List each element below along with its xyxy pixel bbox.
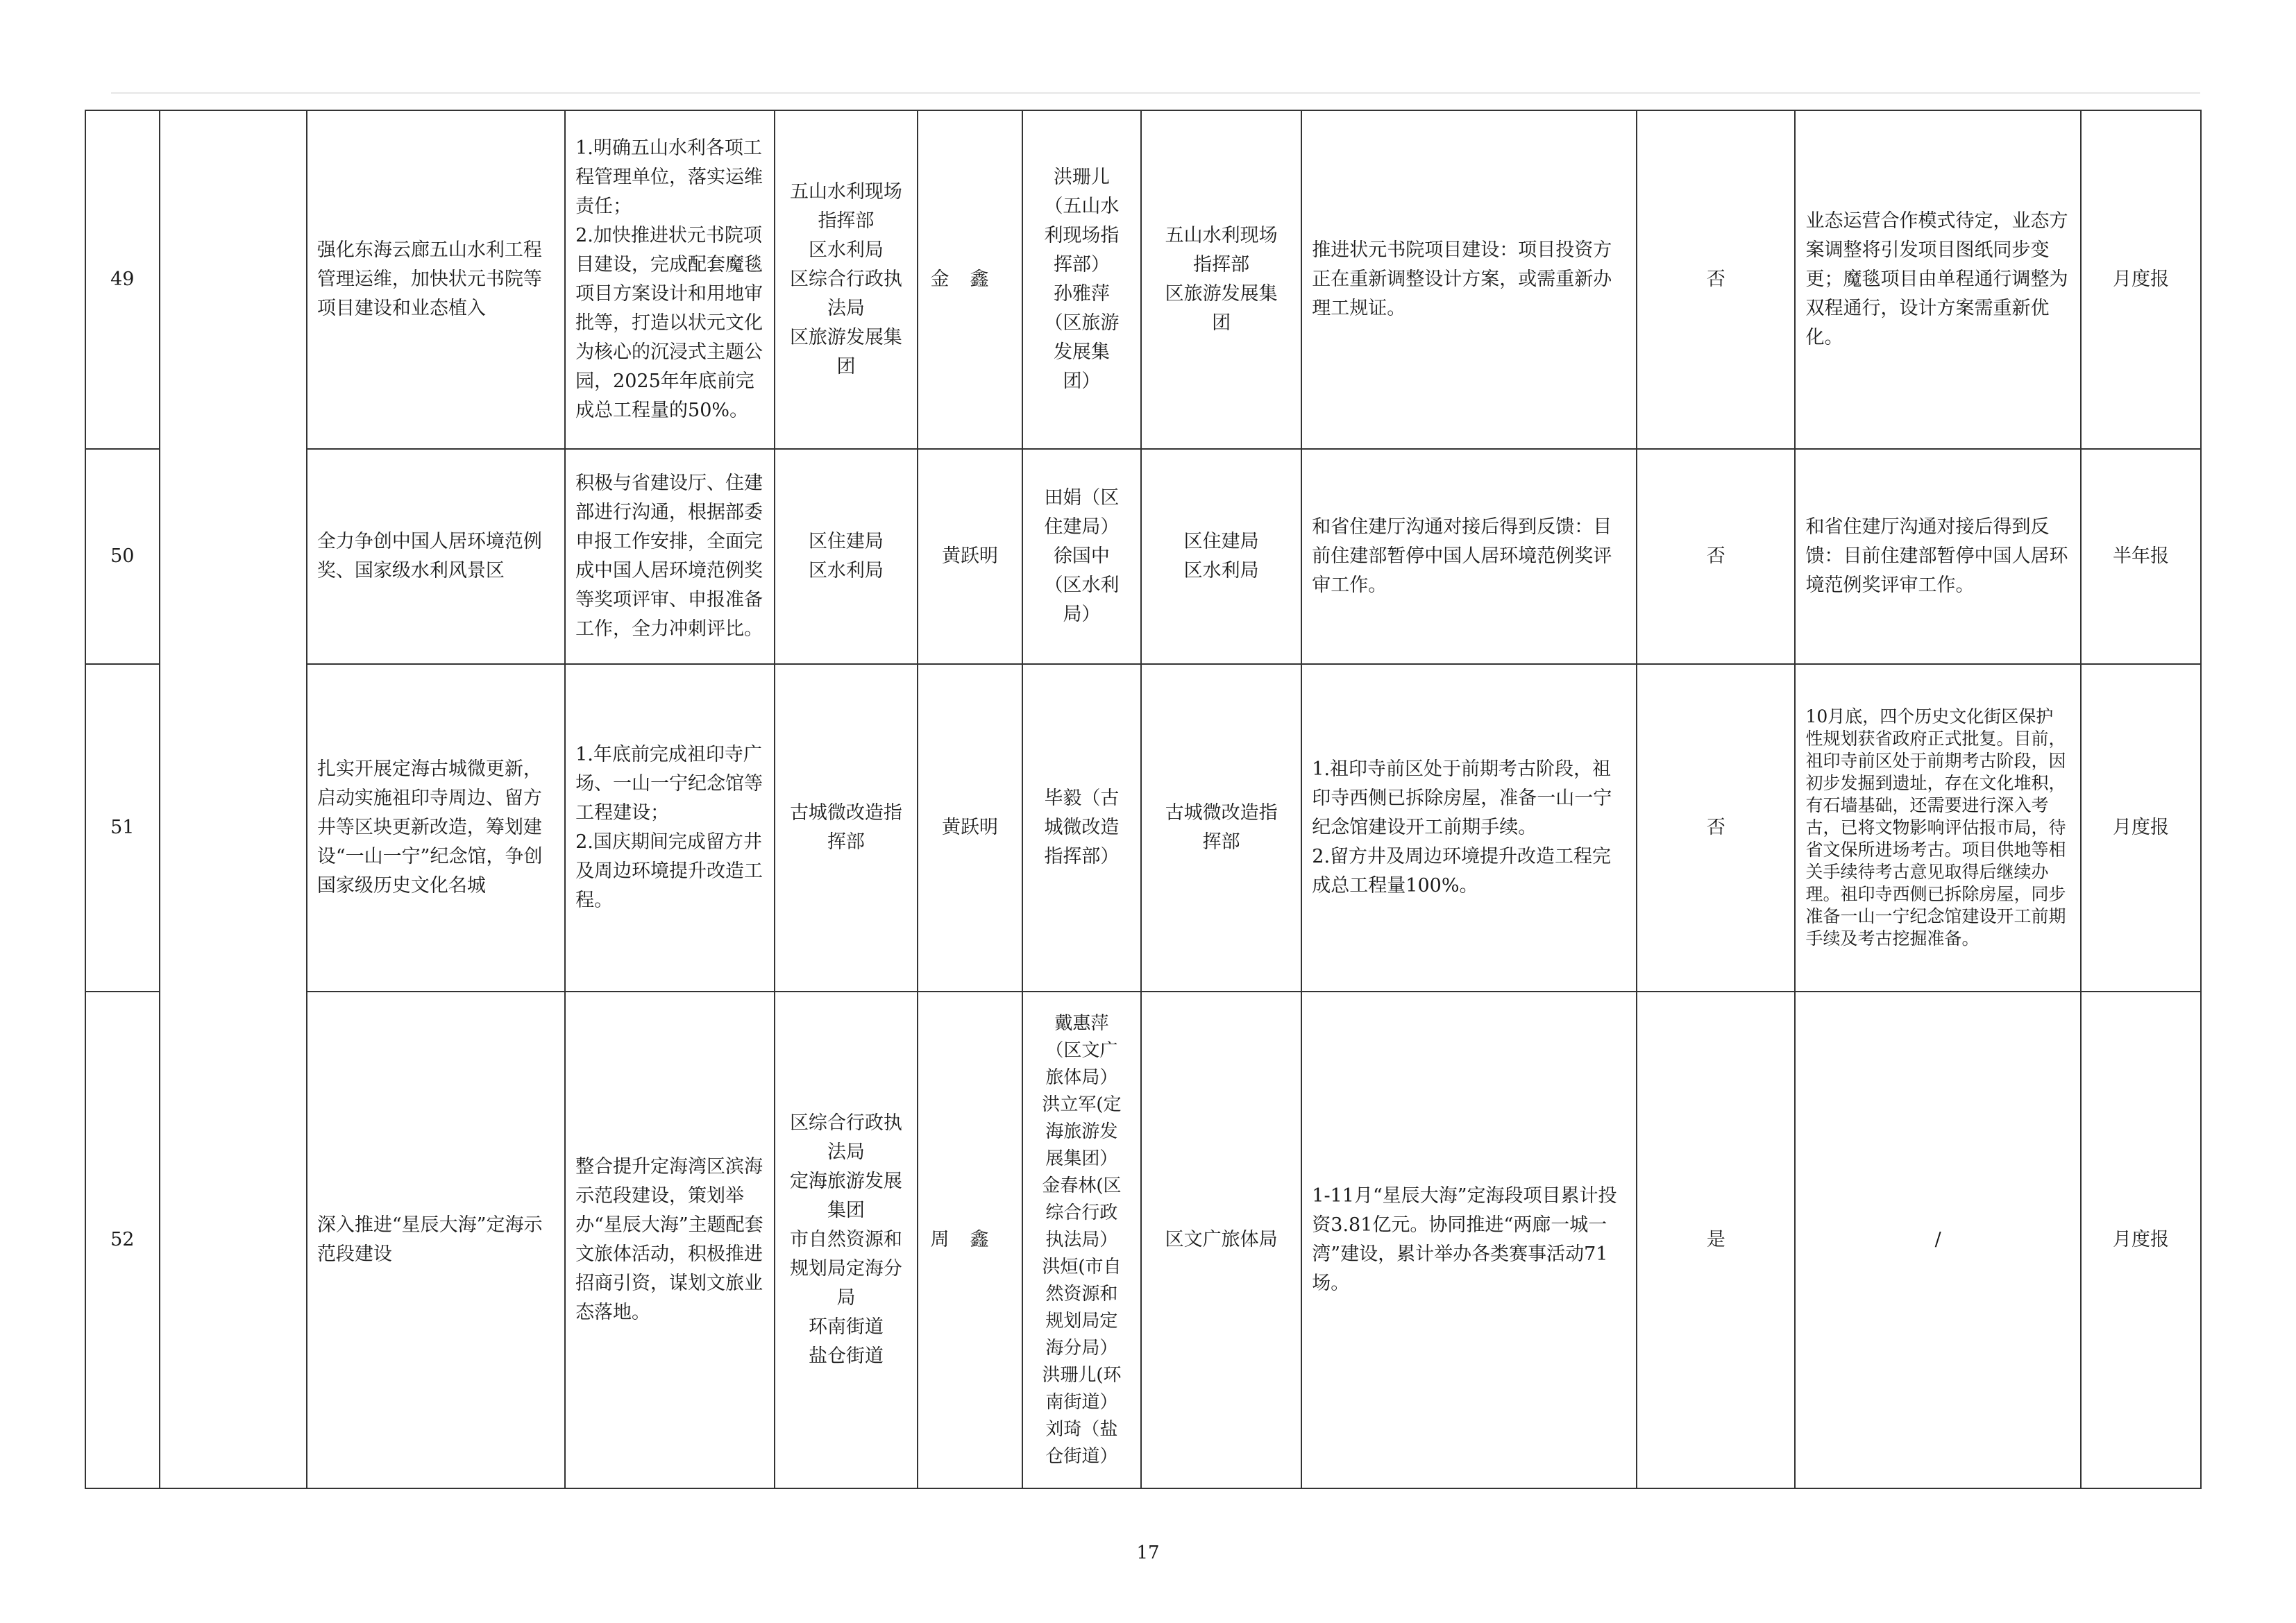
lead-unit-cell: 区住建局 区水利局 — [775, 449, 918, 664]
responsible-cell: 田娟（区 住建局） 徐国中 （区水利 局） — [1022, 449, 1141, 664]
responsible-cell: 毕毅（古 城微改造 指挥部） — [1022, 664, 1141, 992]
row-number: 49 — [85, 110, 160, 449]
responsible-cell: 洪珊儿 （五山水 利现场指 挥部） 孙雅萍 （区旅游 发展集 团） — [1022, 110, 1141, 449]
table-row — [85, 110, 2201, 449]
table-row — [85, 992, 2201, 1488]
reporting-unit-cell: 区文广旅体局 — [1141, 992, 1301, 1488]
frequency-cell: 月度报 — [2081, 664, 2201, 992]
frequency-cell: 半年报 — [2081, 449, 2201, 664]
row-number: 51 — [85, 664, 160, 992]
on-schedule-cell: 否 — [1637, 664, 1795, 992]
leader-cell: 金鑫 — [918, 110, 1022, 449]
leader-cell: 黄跃明 — [918, 449, 1022, 664]
task-table — [85, 110, 2202, 1489]
issues-cell: 和省住建厅沟通对接后得到反馈：目前住建部暂停中国人居环境范例奖评审工作。 — [1795, 449, 2080, 664]
task-cell: 深入推进“星辰大海”定海示范段建设 — [307, 992, 565, 1488]
on-schedule-cell: 否 — [1637, 449, 1795, 664]
issues-cell: / — [1795, 992, 2080, 1488]
on-schedule-cell: 是 — [1637, 992, 1795, 1488]
leader-cell: 周鑫 — [918, 992, 1022, 1488]
progress-cell: 和省住建厅沟通对接后得到反馈：目前住建部暂停中国人居环境范例奖评审工作。 — [1301, 449, 1637, 664]
task-cell: 扎实开展定海古城微更新，启动实施祖印寺周边、留方井等区块更新改造，筹划建设“一山一宁”纪念馆，争创国家级历史文化名城 — [307, 664, 565, 992]
frequency-cell: 月度报 — [2081, 110, 2201, 449]
on-schedule-cell: 否 — [1637, 110, 1795, 449]
task-cell: 强化东海云廊五山水利工程管理运维，加快状元书院等项目建设和业态植入 — [307, 110, 565, 449]
table-row — [85, 664, 2201, 992]
reporting-unit-cell: 古城微改造指 挥部 — [1141, 664, 1301, 992]
lead-unit-cell: 古城微改造指 挥部 — [775, 664, 918, 992]
issues-cell: 业态运营合作模式待定，业态方案调整将引发项目图纸同步变更；魔毯项目由单程通行调整为双程通行，设计方案需重新优化。 — [1795, 110, 2080, 449]
lead-unit-cell: 区综合行政执 法局 定海旅游发展 集团 市自然资源和 规划局定海分 局 环南街道 盐仓街道 — [775, 992, 918, 1488]
progress-cell: 1.祖印寺前区处于前期考古阶段，祖印寺西侧已拆除房屋，准备一山一宁纪念馆建设开工前期手续。 2.留方井及周边环境提升改造工程完成总工程量100%。 — [1301, 664, 1637, 992]
row-number: 50 — [85, 449, 160, 664]
task-cell: 全力争创中国人居环境范例奖、国家级水利风景区 — [307, 449, 565, 664]
header-rule — [111, 92, 2200, 94]
issues-cell: 10月底，四个历史文化街区保护性规划获省政府正式批复。目前，祖印寺前区处于前期考古阶段，因初步发掘到遗址，存在文化堆积，有石墙基础，还需要进行深入考古，已将文物影响评估报市局，待省文保所进场考古。项目供地等相关手续待考古意见取得后继续办理。祖印寺西侧已拆除房屋，同步准备一山一宁纪念馆建设开工前期手续及考古挖掘准备。 — [1795, 664, 2080, 992]
measure-cell: 1.年底前完成祖印寺广场、一山一宁纪念馆等工程建设； 2.国庆期间完成留方井及周边环境提升改造工程。 — [565, 664, 775, 992]
category-cell — [160, 110, 307, 1488]
leader-cell: 黄跃明 — [918, 664, 1022, 992]
reporting-unit-cell: 五山水利现场 指挥部 区旅游发展集 团 — [1141, 110, 1301, 449]
measure-cell: 整合提升定海湾区滨海示范段建设，策划举办“星辰大海”主题配套文旅体活动，积极推进招商引资，谋划文旅业态落地。 — [565, 992, 775, 1488]
row-number: 52 — [85, 992, 160, 1488]
page-number: 17 — [1136, 1543, 1160, 1563]
progress-cell: 推进状元书院项目建设：项目投资方正在重新调整设计方案，或需重新办理工规证。 — [1301, 110, 1637, 449]
progress-cell: 1-11月“星辰大海”定海段项目累计投资3.81亿元。协同推进“两廊一城一湾”建设，累计举办各类赛事活动71场。 — [1301, 992, 1637, 1488]
table-row — [85, 449, 2201, 664]
lead-unit-cell: 五山水利现场 指挥部 区水利局 区综合行政执 法局 区旅游发展集 团 — [775, 110, 918, 449]
measure-cell: 1.明确五山水利各项工程管理单位，落实运维责任； 2.加快推进状元书院项目建设，完成配套魔毯项目方案设计和用地审批等，打造以状元文化为核心的沉浸式主题公园，2025年年底前完成总工程量的50%。 — [565, 110, 775, 449]
frequency-cell: 月度报 — [2081, 992, 2201, 1488]
reporting-unit-cell: 区住建局 区水利局 — [1141, 449, 1301, 664]
measure-cell: 积极与省建设厅、住建部进行沟通，根据部委申报工作安排，全面完成中国人居环境范例奖等奖项评审、申报准备工作，全力冲刺评比。 — [565, 449, 775, 664]
responsible-cell: 戴惠萍 （区文广 旅体局） 洪立军(定 海旅游发 展集团） 金春林(区 综合行政 执法局） 洪烜(市自 然资源和 规划局定 海分局） 洪珊儿(环 南街道） 刘琦（盐 仓街道） — [1022, 992, 1141, 1488]
